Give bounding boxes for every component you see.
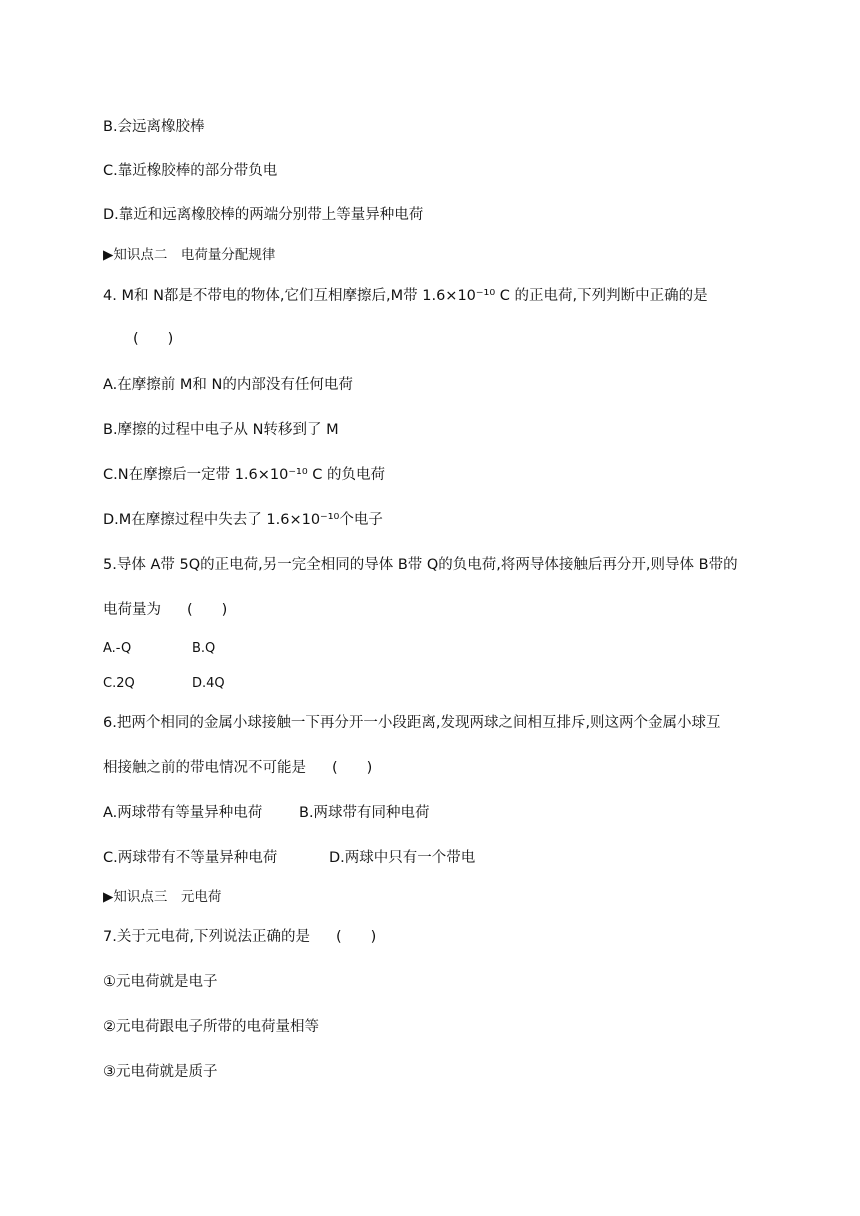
option-4c: C.N在摩擦后一定带 1.6×10⁻¹⁰ C 的负电荷 (103, 467, 385, 483)
option-5d: D.4Q (192, 676, 225, 691)
option-5c: C.2Q (103, 676, 135, 691)
section-heading-3: ▶知识点三 元电荷 (103, 889, 222, 905)
statement-7-2: ②元电荷跟电子所带的电荷量相等 (103, 1019, 319, 1035)
option-3b: B.会远离橡胶棒 (103, 119, 205, 135)
question-5: 5.导体 A带 5Q的正电荷,另一完全相同的导体 B带 Q的负电荷,将两导体接触后再分开,则导体 B带的 (103, 557, 738, 573)
option-6c: C.两球带有不等量异种电荷 (103, 850, 278, 866)
option-4b: B.摩擦的过程中电子从 N转移到了 M (103, 422, 339, 438)
question-7-text: 7.关于元电荷,下列说法正确的是 (103, 929, 310, 945)
question-4-paren: ( ) (133, 331, 174, 347)
option-4d: D.M在摩擦过程中失去了 1.6×10⁻¹⁰个电子 (103, 512, 383, 528)
question-6-paren: ( ) (332, 760, 373, 776)
question-4: 4. M和 N都是不带电的物体,它们互相摩擦后,M带 1.6×10⁻¹⁰ C 的正电荷,下列判断中正确的是 (103, 288, 708, 304)
question-6-line2 (103, 759, 372, 777)
question-7 (103, 928, 376, 946)
question-5-line2 (103, 601, 227, 619)
option-5a: A.-Q (103, 641, 132, 656)
option-3c: C.靠近橡胶棒的部分带负电 (103, 163, 278, 179)
question-5-text: 电荷量为 (103, 602, 161, 618)
option-5b: B.Q (192, 641, 216, 656)
option-4a: A.在摩擦前 M和 N的内部没有任何电荷 (103, 377, 353, 393)
section-heading-2: ▶知识点二 电荷量分配规律 (103, 247, 276, 263)
option-6d: D.两球中只有一个带电 (329, 850, 476, 866)
option-3d: D.靠近和远离橡胶棒的两端分别带上等量异种电荷 (103, 207, 424, 223)
question-6-text: 相接触之前的带电情况不可能是 (103, 760, 306, 776)
option-6b: B.两球带有同种电荷 (299, 805, 430, 821)
question-6: 6.把两个相同的金属小球接触一下再分开一小段距离,发现两球之间相互排斥,则这两个金属小球互 (103, 715, 721, 731)
question-7-paren: ( ) (335, 929, 377, 945)
question-5-paren: ( ) (187, 602, 228, 618)
statement-7-1: ①元电荷就是电子 (103, 974, 218, 990)
statement-7-3: ③元电荷就是质子 (103, 1064, 218, 1080)
option-6a: A.两球带有等量异种电荷 (103, 805, 263, 821)
